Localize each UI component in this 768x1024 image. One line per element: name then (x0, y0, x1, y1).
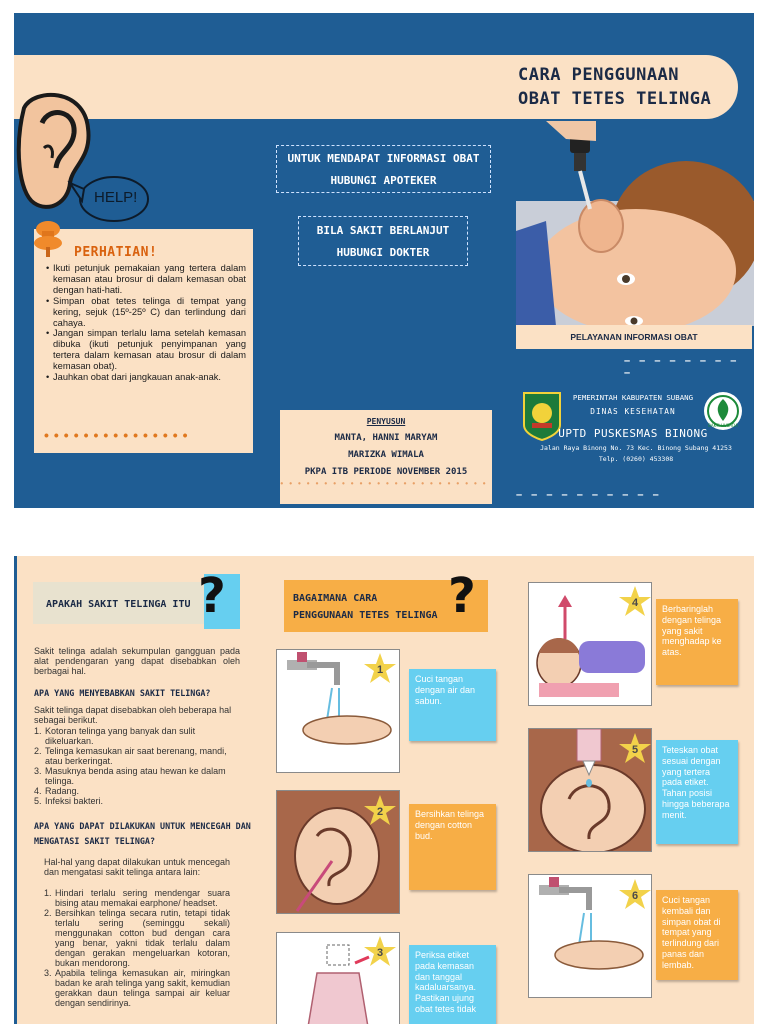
divider-dashes: – – – – – – – – – (624, 355, 740, 379)
causes-header: APA YANG MENYEBABKAN SAKIT TELINGA? (34, 688, 211, 698)
step3-note: Periksa etiket pada kemasan dan tanggal kadaluarsanya. Pastikan ujung obat tetes tidak (409, 945, 496, 1024)
star-badge-icon (363, 794, 397, 826)
list-item (34, 796, 240, 806)
inside-page (14, 556, 754, 1024)
penyusun-names2: MARIZKA WIMALA (348, 450, 424, 460)
prevent-list (44, 888, 230, 1008)
step-number: 3 (376, 947, 384, 959)
col1-header: APAKAH SAKIT TELINGA ITU (46, 599, 191, 610)
institution-line1: PEMERINTAH KABUPATEN SUBANG (572, 393, 694, 402)
bakti-husada-logo (703, 391, 743, 431)
child-ear-drop-photo (516, 121, 754, 326)
step2-note: Bersihkan telinga dengan cotton bud. (409, 804, 496, 890)
list-text: Kotoran telinga yang banyak dan sulit dikeluarkan. (45, 726, 196, 746)
step-number: 1 (376, 664, 384, 676)
photo-caption: PELAYANAN INFORMASI OBAT (516, 325, 752, 349)
list-text: Bersihkan telinga secara rutin, tetapi tidak terlalu sering (seminggu sekali) menggunakan cotton bud dengan cara yang benar, yakni tidak terlalu dalam dengan gerakan mengeluarkan kotoran, bukan mendorong. (55, 908, 230, 968)
list-number: 1. (44, 888, 52, 898)
doctor-line1: BILA SAKIT BERLANJUT (316, 224, 450, 237)
list-item (34, 766, 240, 786)
penyusun-label: PENYUSUN (366, 417, 406, 426)
penyusun-period: PKPA ITB PERIODE NOVEMBER 2015 (304, 467, 468, 477)
perhatian-item: • Ikuti petunjuk pemakaian yang tertera dalam kemasan atau brosur di dalam kemasan obat dengan hati-hati. (46, 263, 246, 296)
step-number: 2 (376, 806, 384, 818)
list-number: 4. (34, 786, 42, 796)
list-number: 2. (34, 746, 42, 756)
star-badge-icon (363, 652, 397, 684)
list-text: Hindari terlalu sering mendengar suara bising atau memakai earphone/ headset. (55, 888, 230, 908)
step4-note: Berbaringlah dengan telinga yang sakit menghadap ke atas. (656, 599, 738, 685)
institution-line3: UPTD PUSKESMAS BINONG (558, 427, 708, 440)
star-badge-icon (618, 732, 652, 764)
perhatian-list (46, 263, 246, 383)
info-pharmacist-box (276, 145, 491, 193)
cover-page (14, 13, 754, 508)
perhatian-item: • Jauhkan obat dari jangkauan anak-anak. (46, 372, 246, 383)
list-text: Radang. (45, 786, 80, 796)
list-item (44, 888, 230, 908)
list-number: 5. (34, 796, 42, 806)
perhatian-title: PERHATIAN! (74, 245, 158, 260)
question-mark-icon: ? (198, 568, 226, 624)
info-line2: HUBUNGI APOTEKER (330, 174, 437, 187)
bakti-husada-text: BAKTI HUSADA (708, 423, 738, 428)
pushpin-icon (32, 219, 66, 259)
decorative-dots: •••••••••••••••••••••••• (280, 479, 492, 488)
cover-title-line2: OBAT TETES TELINGA (518, 89, 712, 109)
step-number: 6 (631, 890, 639, 902)
list-text: Telinga kemasukan air saat berenang, mandi, atau berkeringat. (45, 746, 227, 766)
prevent-intro: Hal-hal yang dapat dilakukan untuk mencegah dan mengatasi sakit telinga antara lain: (44, 857, 230, 877)
col2-header-line2: PENGGUNAAN TETES TELINGA (293, 610, 438, 621)
list-item (44, 968, 230, 1008)
step1-note: Cuci tangan dengan air dan sabun. (409, 669, 496, 741)
step-number: 5 (631, 744, 639, 756)
list-item (34, 786, 240, 796)
list-text: Infeksi bakteri. (45, 796, 104, 806)
causes-intro: Sakit telinga dapat disebabkan oleh beberapa hal sebagai berikut. (34, 705, 232, 725)
info-doctor-box (298, 216, 468, 266)
penyusun-box (280, 410, 492, 504)
perhatian-item: • Jangan simpan terlalu lama setelah kemasan dibuka (ikuti petunjuk penyimpanan yang tertera dalam kemasan atau brosur di dalam kemasan obat). (46, 328, 246, 372)
step6-note: Cuci tangan kembali dan simpan obat di tempat yang terlindung dari panas dan lembab. (656, 890, 738, 980)
perhatian-item: • Simpan obat tetes telinga di tempat yang kering, sejuk (15º-25º C) dan terlindung dari cahaya. (46, 296, 246, 329)
institution-line2: DINAS KESEHATAN (590, 407, 676, 416)
list-number: 2. (44, 908, 52, 918)
col1-intro: Sakit telinga adalah sekumpulan gangguan pada alat pendengaran yang dapat disebabkan oleh berbagai hal. (34, 646, 240, 676)
star-badge-icon (363, 935, 397, 967)
causes-list (34, 726, 240, 806)
info-line1: UNTUK MENDAPAT INFORMASI OBAT (287, 152, 480, 165)
decorative-dots: ••••••••••••••• (44, 427, 193, 443)
list-item (44, 908, 230, 968)
perhatian-box (34, 229, 253, 453)
list-number: 1. (34, 726, 42, 736)
step5-note: Teteskan obat sesuai dengan yang tertera pada etiket. Tahan posisi hingga beberapa menit. (656, 740, 738, 844)
col2-header-line1: BAGAIMANA CARA (293, 593, 378, 604)
divider-dashes: – – – – – – – – – – (516, 489, 662, 501)
doctor-line2: HUBUNGI DOKTER (336, 246, 430, 259)
penyusun-names1: MANTA, HANNI MARYAM (334, 433, 438, 443)
step-number: 4 (631, 597, 639, 609)
list-number: 3. (44, 968, 52, 978)
help-label: HELP! (94, 189, 138, 206)
list-item (34, 726, 240, 746)
institution-address: Jalan Raya Binong No. 73 Kec. Binong Subang 41253 (540, 444, 732, 452)
cover-title-line1: CARA PENGGUNAAN (518, 65, 680, 85)
prevent-header-line2: MENGATASI SAKIT TELINGA? (34, 836, 156, 846)
list-text: Masuknya benda asing atau hewan ke dalam telinga. (45, 766, 226, 786)
star-badge-icon (618, 585, 652, 617)
institution-phone: Telp. (0260) 453308 (598, 455, 674, 463)
list-number: 3. (34, 766, 42, 776)
list-text: Apabila telinga kemasukan air, miringkan badan ke arah telinga yang sakit, kemudian gerakkan daun telinga sampai air keluar dengan sendirinya. (55, 968, 230, 1008)
edge-stripe (14, 556, 17, 1024)
star-badge-icon (618, 878, 652, 910)
prevent-header-line1: APA YANG DAPAT DILAKUKAN UNTUK MENCEGAH DAN (34, 821, 251, 831)
list-item (34, 746, 240, 766)
question-mark-icon: ? (448, 568, 476, 624)
